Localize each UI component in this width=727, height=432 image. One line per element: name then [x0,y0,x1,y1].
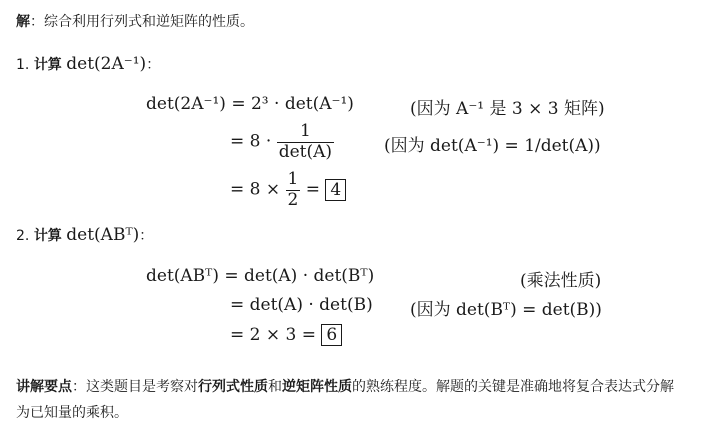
fraction-numerator: 1 [299,121,311,141]
summary-text-2: 和 [268,379,282,395]
step1-eq-line3-equals: = [305,179,321,200]
step1-eq-line3-prefix: = 8 × [230,179,281,200]
step2-colon: ： [139,228,154,244]
step2-result-box: 6 [321,324,342,346]
summary-line1 [16,376,674,396]
step2-eq-line1-note: (乘法性质) [520,271,602,291]
step2-eq-line3 [230,325,342,345]
summary-text-1: ：这类题目是考察对 [72,379,198,395]
step1-colon: ： [146,57,161,73]
step1-eq-line2-note: (因为 det(A⁻¹) = 1/det(A)) [384,136,601,156]
step1-fraction-1 [277,122,334,162]
step1-expression: det(2A⁻¹) [66,54,147,74]
step1-label: 计算 [33,57,62,73]
step1-eq-line2 [230,122,334,162]
fraction-denominator: det(A) [278,141,333,162]
step2-eq-line1: det(ABᵀ) = det(A) · det(Bᵀ) [146,266,375,286]
intro-line [16,11,254,31]
summary-line2: 为已知量的乘积。 [16,405,128,421]
step1-eq-line1: det(2A⁻¹) = 2³ · det(A⁻¹) [146,94,354,114]
step2-expression: det(ABᵀ) [66,225,140,245]
step1-eq-line3 [230,170,346,210]
step2-eq-line2: = det(A) · det(B) [230,295,373,315]
step1-eq-line1-note: (因为 A⁻¹ 是 3 × 3 矩阵) [410,99,605,119]
step1-result-box: 4 [325,179,346,201]
fraction-numerator: 1 [287,169,299,189]
summary-label: 讲解要点 [16,379,72,395]
summary-bold-2: 逆矩阵性质 [282,379,352,395]
step1-number: 1. [16,57,30,73]
step2-label: 计算 [33,228,62,244]
step1-fraction-2 [286,170,301,210]
intro-text: ：综合利用行列式和逆矩阵的性质。 [30,14,254,30]
fraction-denominator: 2 [287,189,299,210]
step1-heading [16,54,160,74]
step2-eq-line3-prefix: = 2 × 3 = [230,325,316,345]
step2-number: 2. [16,228,30,244]
step2-eq-line2-note: (因为 det(Bᵀ) = det(B)) [410,300,602,320]
intro-label: 解 [16,14,30,30]
summary-bold-1: 行列式性质 [198,379,268,395]
step2-heading [16,225,153,245]
summary-text-3: 的熟练程度。解题的关键是准确地将复合表达式分解 [352,379,674,395]
step1-eq-line2-prefix: = 8 · [230,131,272,152]
